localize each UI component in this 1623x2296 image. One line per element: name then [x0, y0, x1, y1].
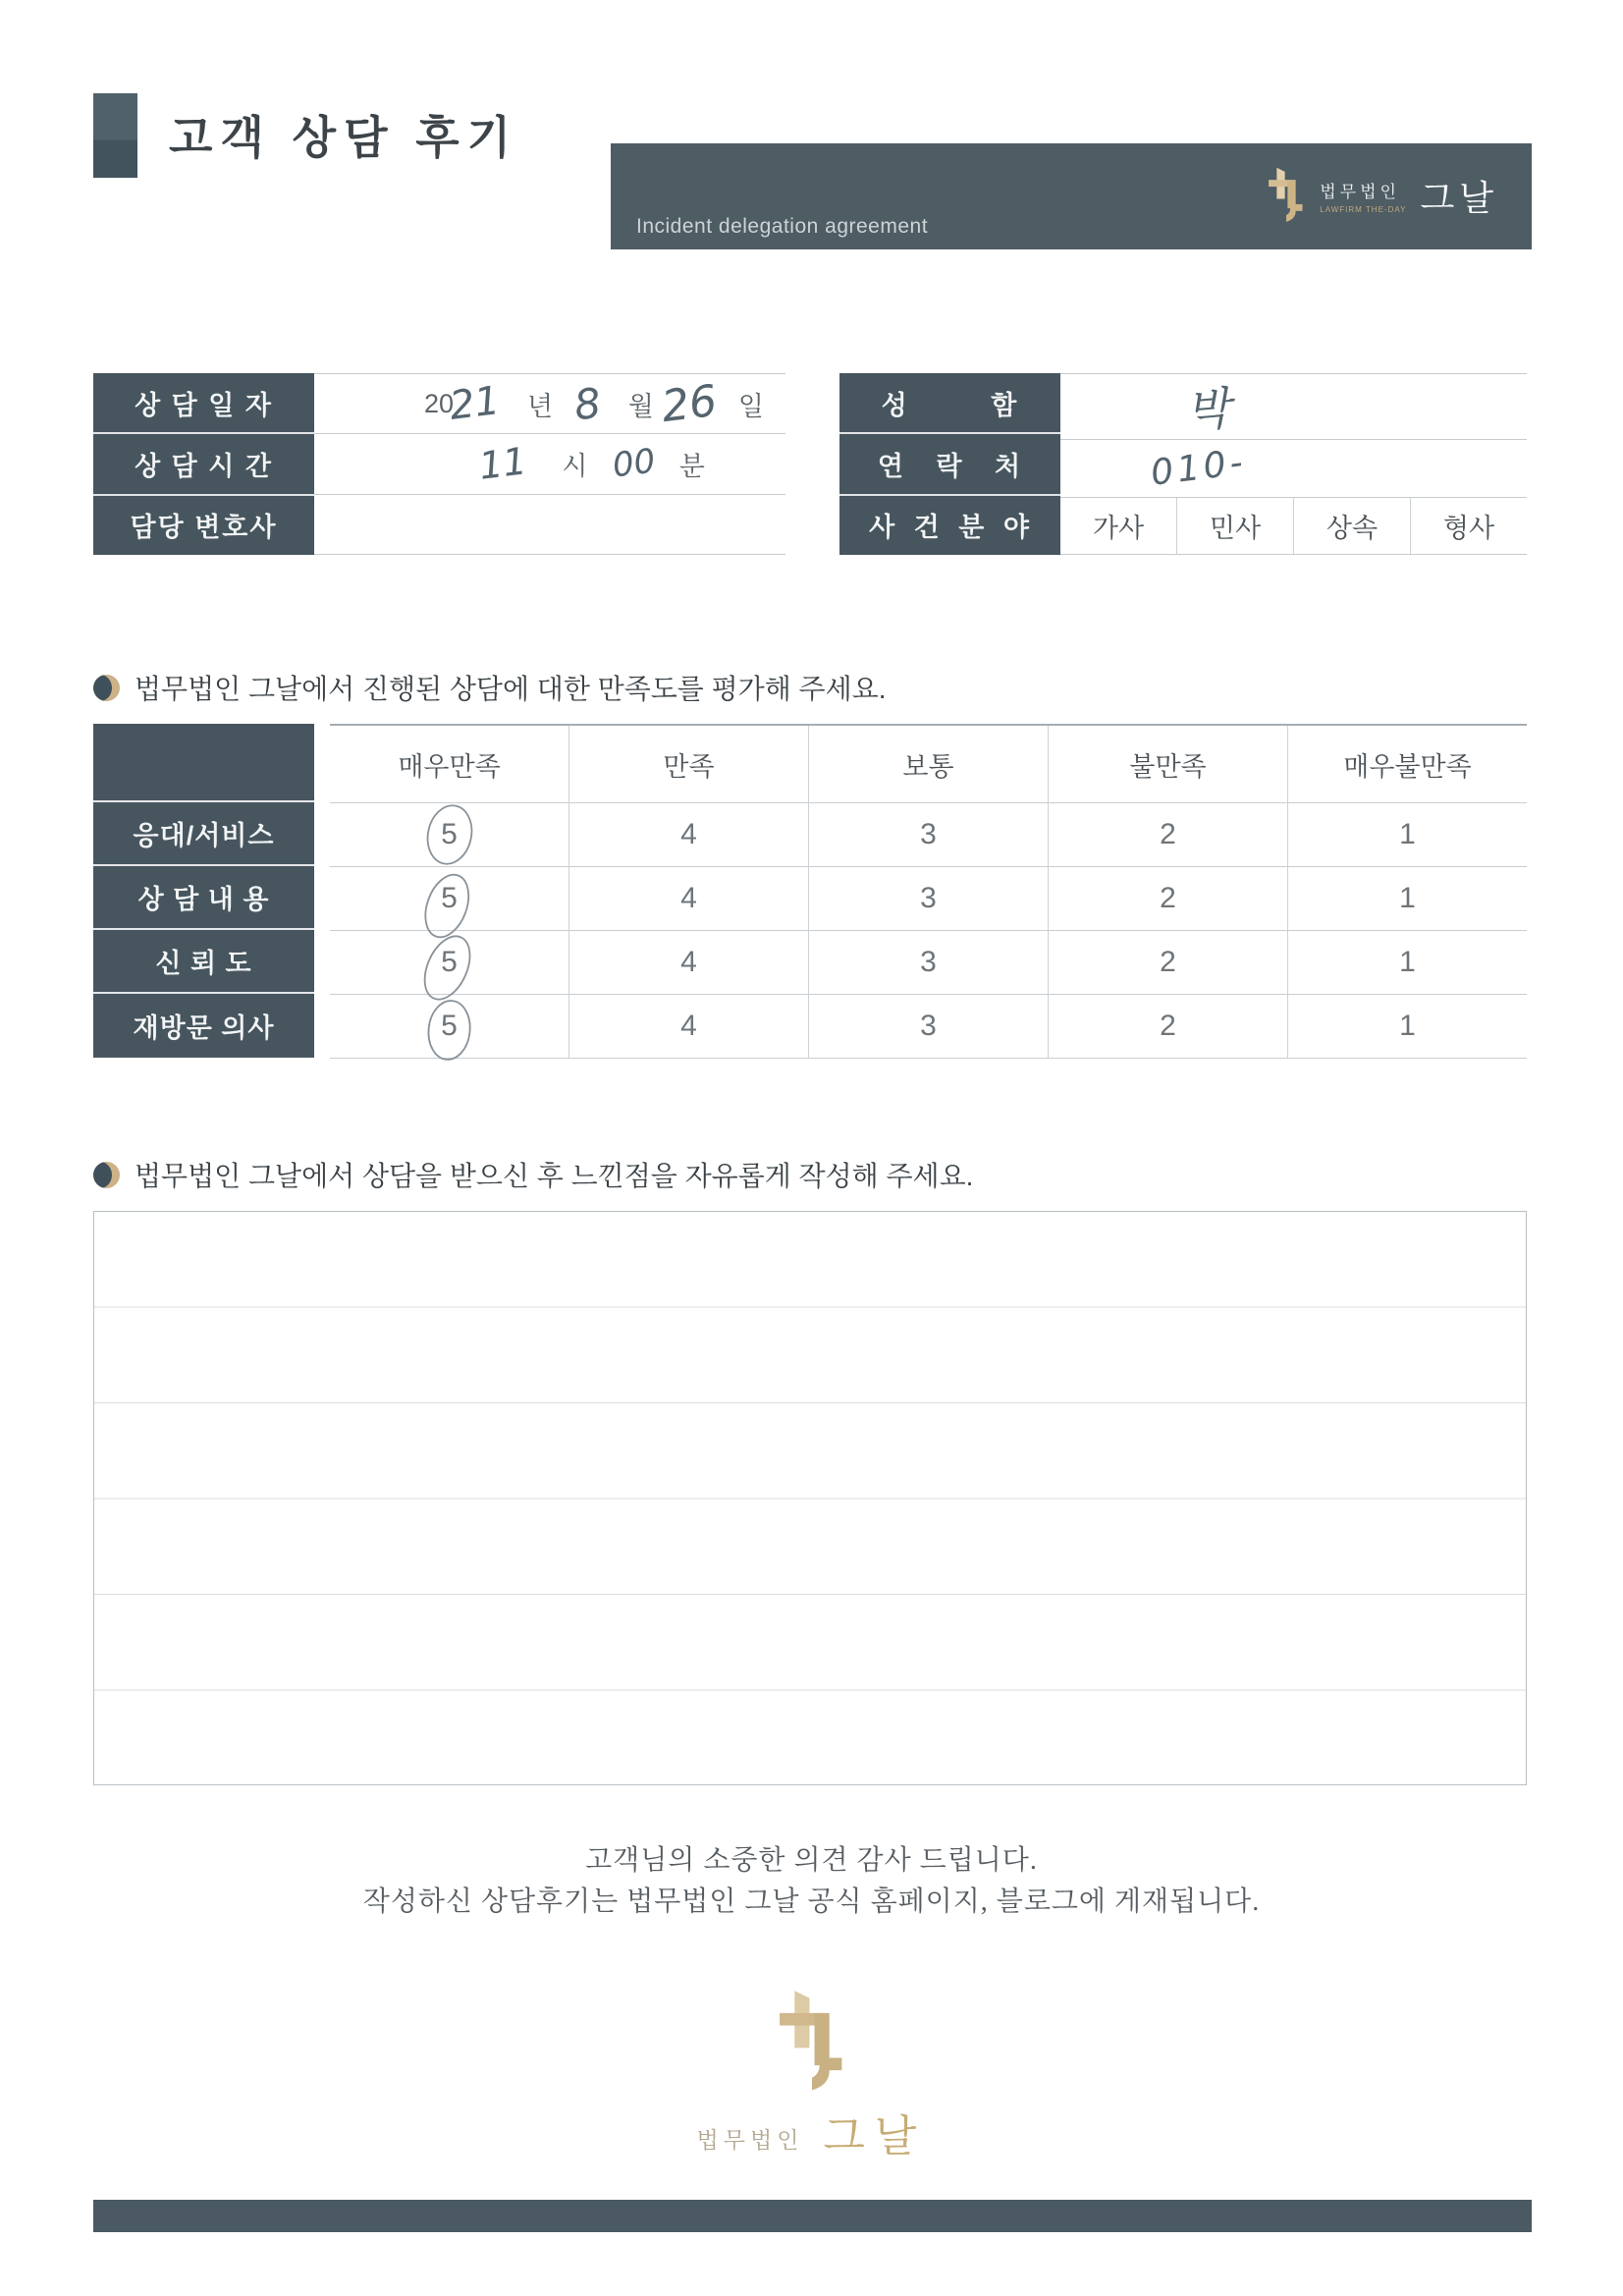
row-label-service: 응대/서비스	[93, 802, 314, 866]
section-bullet-icon	[93, 675, 120, 701]
satisfaction-row-service	[330, 803, 1527, 867]
page-title: 고객 상담 후기	[169, 112, 519, 163]
rating-cell: 4	[568, 867, 808, 930]
title-accent-square	[93, 93, 137, 178]
case-field-options	[1060, 498, 1527, 556]
footer-logo-firm-text: 법무법인	[696, 2127, 804, 2153]
satisfaction-row-content	[330, 867, 1527, 931]
label-name: 성 함	[839, 373, 1060, 434]
rating-cell-selected: 5	[330, 995, 568, 1058]
col-neutral: 보통	[808, 726, 1048, 802]
label-consult-date: 상 담 일 자	[93, 373, 314, 434]
satisfaction-table	[93, 724, 1527, 1059]
contact-value	[1060, 440, 1527, 498]
rating-cell: 3	[808, 931, 1048, 994]
case-option-inheritance: 상속	[1293, 498, 1410, 555]
unit-day: 일	[737, 391, 764, 421]
row-label-content: 상 담 내 용	[93, 866, 314, 930]
satisfaction-row-trust	[330, 931, 1527, 995]
rating-cell: 2	[1048, 931, 1287, 994]
lawyer-value-empty	[314, 495, 785, 555]
rating-cell: 1	[1287, 995, 1527, 1058]
handwritten-year: 21	[447, 378, 503, 430]
rating-cell: 2	[1048, 995, 1287, 1058]
firm-logo	[1265, 165, 1498, 226]
satisfaction-column-headers	[330, 726, 1527, 803]
consult-info-table	[93, 373, 785, 555]
label-lawyer: 담당 변호사	[93, 496, 314, 555]
case-option-criminal: 형사	[1410, 498, 1527, 555]
handwritten-day: 26	[658, 375, 720, 432]
comments-writing-area	[93, 1211, 1527, 1785]
rating-cell: 3	[808, 803, 1048, 866]
rating-cell: 3	[808, 995, 1048, 1058]
banner-subtitle: Incident delegation agreement	[636, 215, 929, 238]
logo-firm-text: 법무법인	[1320, 182, 1400, 201]
logo-name-text: 그날	[1420, 177, 1498, 218]
rating-cell-selected: 5	[330, 803, 568, 866]
firm-monogram-icon	[772, 1986, 852, 2098]
rating-cell-selected: 5	[330, 867, 568, 930]
bottom-accent-bar	[93, 2200, 1532, 2232]
logo-caption-text: LAWFIRM THE-DAY	[1320, 204, 1407, 214]
rating-cell: 4	[568, 803, 808, 866]
col-satisfied: 만족	[568, 726, 808, 802]
col-dissatisfied: 불만족	[1048, 726, 1287, 802]
satisfaction-row-revisit	[330, 995, 1527, 1059]
footer-logo-name-text: 그날	[823, 2112, 927, 2160]
row-label-trust: 신 뢰 도	[93, 930, 314, 994]
unit-hour: 시	[562, 451, 588, 481]
satisfaction-header-spacer	[93, 724, 314, 802]
col-very-dissatisfied: 매우불만족	[1287, 726, 1527, 802]
consult-time-value	[314, 434, 785, 494]
case-option-family: 가사	[1092, 513, 1145, 543]
handwritten-hour: 11	[476, 439, 529, 489]
client-info-table	[839, 373, 1527, 555]
consult-date-value	[314, 374, 785, 434]
unit-minute: 분	[678, 451, 705, 481]
rating-cell: 4	[568, 931, 808, 994]
date-prefix: 20	[424, 388, 455, 418]
thanks-line-2: 작성하신 상담후기는 법무법인 그날 공식 홈페이지, 블로그에 게재됩니다.	[362, 1886, 1261, 1917]
rating-cell: 1	[1287, 867, 1527, 930]
header-banner	[611, 143, 1532, 249]
label-contact: 연 락 처	[839, 434, 1060, 495]
rating-cell: 4	[568, 995, 808, 1058]
footer-firm-logo	[0, 1986, 1623, 2159]
rating-cell: 2	[1048, 867, 1287, 930]
rating-cell: 2	[1048, 803, 1287, 866]
section-bullet-icon	[93, 1162, 120, 1188]
firm-monogram-icon	[1265, 165, 1308, 226]
comments-section-header	[93, 1155, 973, 1194]
handwritten-month: 8	[571, 378, 604, 430]
satisfaction-section-header	[93, 668, 887, 707]
comments-prompt: 법무법인 그날에서 상담을 받으신 후 느낀점을 자유롭게 작성해 주세요.	[135, 1161, 974, 1191]
rating-cell-selected: 5	[330, 931, 568, 994]
col-very-satisfied: 매우만족	[398, 751, 501, 782]
name-value	[1060, 374, 1527, 440]
row-label-revisit: 재방문 의사	[93, 994, 314, 1058]
handwritten-name: 박	[1184, 381, 1232, 438]
label-consult-time: 상 담 시 간	[93, 434, 314, 495]
unit-year: 년	[526, 391, 554, 421]
label-case-field: 사 건 분 야	[839, 496, 1060, 555]
satisfaction-prompt: 법무법인 그날에서 진행된 상담에 대한 만족도를 평가해 주세요.	[135, 674, 887, 704]
handwritten-contact: 010-	[1148, 442, 1249, 495]
thanks-line-1: 고객님의 소중한 의견 감사 드립니다.	[585, 1845, 1038, 1876]
unit-month: 월	[627, 391, 654, 421]
rating-cell: 1	[1287, 931, 1527, 994]
case-option-civil: 민사	[1176, 498, 1293, 555]
rating-cell: 3	[808, 867, 1048, 930]
rating-cell: 1	[1287, 803, 1527, 866]
handwritten-minute: 00	[611, 441, 658, 486]
